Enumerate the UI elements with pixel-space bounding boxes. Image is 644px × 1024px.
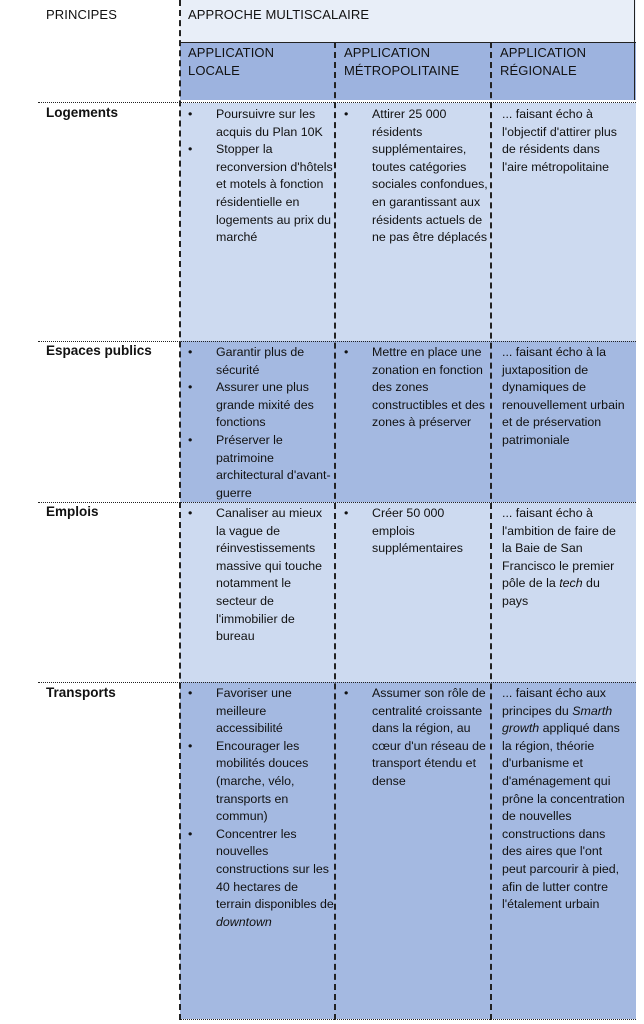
row-label-logements: Logements — [46, 105, 119, 120]
cell-emplois-regional — [492, 502, 634, 682]
header-col-local: APPLICATION LOCALE — [188, 45, 275, 78]
list-item — [180, 738, 334, 826]
text-span: ... faisant écho à l'ambition de faire de la Baie de San Francisco le premier pôle de la — [502, 506, 616, 591]
header-approach: APPROCHE MULTISCALAIRE — [188, 7, 370, 22]
header-principles: PRINCIPES — [46, 7, 117, 22]
regional-text: ... faisant écho à la juxtaposition de dynamiques de renouvellement urbain et de préservation patrimoniale — [502, 345, 625, 447]
regional-text — [492, 505, 634, 611]
list-item: • Garantir plus de sécurité — [180, 344, 334, 379]
text-span: ... faisant écho aux principes du — [502, 686, 607, 718]
list-item: • Attirer 25 000 résidents supplémentaires, toutes catégories sociales confondues, en garantissant aux résidents actuels de ne pas être déplacés — [336, 106, 490, 247]
text-span: du pays — [502, 576, 600, 608]
text-emphasis: tech — [559, 576, 583, 591]
row-label-espaces-publics: Espaces publics — [46, 343, 152, 358]
text-emphasis: Smarth growth — [502, 703, 613, 736]
cell-transports-local — [180, 682, 334, 1019]
list-item: • Canaliser au mieux la vague de réinvestissements massive qui touche notamment le secteur de l'immobilier de bureau — [180, 505, 334, 646]
row-label-transports: Transports — [46, 685, 116, 700]
cell-emplois-metro — [336, 502, 490, 682]
list-item: • Préserver le patrimoine architectural d'avant-guerre — [180, 432, 334, 502]
header-divider — [180, 42, 636, 43]
regional-text: ... faisant écho à l'objectif d'attirer plus de résidents dans l'aire métropolitaine — [502, 107, 617, 174]
cell-transports-regional — [492, 682, 634, 1019]
text-span: Concentrer les nouvelles constructions sur les 40 hectares de terrain disponibles de — [216, 826, 334, 912]
row-label-emplois: Emplois — [46, 504, 99, 519]
list-item — [180, 685, 334, 738]
header-right-border — [634, 0, 635, 100]
header-col-regional: APPLICATION RÉGIONALE — [500, 45, 587, 78]
text-emphasis: downtown — [216, 914, 272, 929]
list-item: • Poursuivre sur les acquis du Plan 10K — [180, 106, 334, 141]
cell-emplois-local — [180, 502, 334, 682]
cell-logements-regional — [492, 103, 634, 341]
list-item — [180, 826, 334, 932]
regional-text — [492, 685, 634, 914]
cell-logements-local — [180, 103, 334, 341]
cell-espaces-local — [180, 341, 334, 502]
header-col-metro: APPLICATION MÉTROPOLITAINE — [344, 45, 460, 78]
cell-espaces-regional — [492, 341, 634, 502]
list-item: • Créer 50 000 emplois supplémentaires — [336, 505, 490, 558]
cell-logements-metro — [336, 103, 490, 341]
list-item: • Mettre en place une zonation en fonction des zones constructibles et des zones à préserver — [336, 344, 490, 432]
text-span: Favoriser une meilleure accessibilité — [216, 686, 292, 736]
cell-espaces-metro — [336, 341, 490, 502]
table-bottom-border — [180, 1019, 636, 1020]
text-span: appliqué dans la région, théorie d'urbanisme et d'aménagement qui prône la concentration de nouvelles constructions dans des aires que l'ont peut parcourir à pied, afin de lutter contre l'étalement urbain — [502, 721, 625, 912]
list-item: • Stopper la reconversion d'hôtels et motels à fonction résidentielle en logements au prix du marché — [180, 141, 334, 247]
cell-transports-metro — [336, 682, 490, 1019]
list-item: • Assumer son rôle de centralité croissante dans la région, au cœur d'un réseau de transport étendu et dense — [336, 685, 490, 791]
list-item: • Assurer une plus grande mixité des fonctions — [180, 379, 334, 432]
text-span: Encourager les mobilités douces (marche, vélo, transports en commun) — [216, 738, 309, 824]
